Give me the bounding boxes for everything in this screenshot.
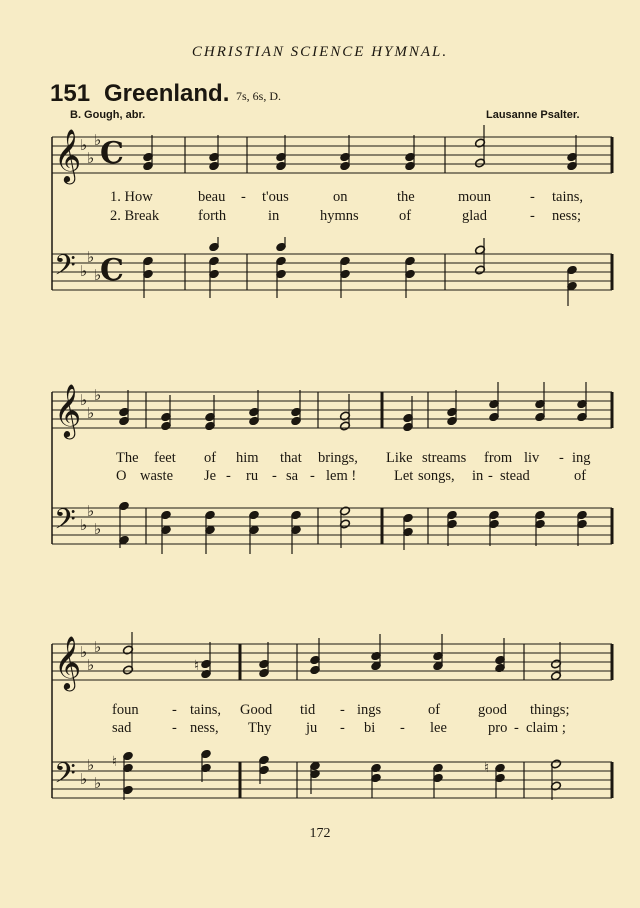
lyric-syllable: lem ! bbox=[326, 468, 357, 484]
bass-clef: 𝄢 bbox=[54, 503, 76, 543]
lyric-syllable: tid bbox=[300, 702, 316, 718]
lyric-syllable: Je bbox=[204, 468, 217, 484]
lyric-syllable: - bbox=[400, 720, 405, 736]
flat-sign: ♭ bbox=[94, 520, 102, 538]
treble-clef: 𝄞 bbox=[54, 383, 82, 437]
bass-clef: 𝄢 bbox=[54, 249, 76, 289]
lyric-syllable: of bbox=[428, 702, 441, 718]
natural-sign: ♮ bbox=[484, 760, 490, 776]
lyric-syllable: claim ; bbox=[526, 720, 566, 736]
lyric-syllable: streams bbox=[422, 450, 467, 466]
lyric-syllable: - bbox=[272, 468, 277, 484]
natural-sign: ♮ bbox=[194, 658, 200, 674]
treble-clef: 𝄞 bbox=[54, 128, 82, 182]
lyric-syllable: - bbox=[241, 189, 246, 205]
lyric-syllable: waste bbox=[140, 468, 174, 484]
flat-sign: ♭ bbox=[94, 774, 102, 792]
lyric-syllable: in bbox=[268, 208, 280, 224]
lyric-syllable: ness, bbox=[190, 720, 219, 736]
lyric-syllable: pro bbox=[488, 720, 508, 736]
lyric-syllable: Let bbox=[394, 468, 414, 484]
lyric-syllable: - bbox=[514, 720, 519, 736]
lyric-syllable: ness; bbox=[552, 208, 581, 224]
flat-sign: ♭ bbox=[80, 770, 88, 788]
lyric-syllable: 2. Break bbox=[110, 208, 160, 224]
lyric-syllable: of bbox=[574, 468, 587, 484]
composer-credit: Lausanne Psalter. bbox=[486, 109, 580, 121]
lyric-syllable: ju bbox=[306, 720, 318, 736]
flat-sign: ♭ bbox=[87, 756, 95, 774]
lyric-syllable: Good bbox=[240, 702, 273, 718]
lyric-syllable: that bbox=[280, 450, 302, 466]
lyric-syllable: t'ous bbox=[262, 189, 289, 205]
lyric-syllable: tains, bbox=[190, 702, 222, 718]
flat-sign: ♭ bbox=[94, 266, 102, 284]
common-time: C bbox=[100, 253, 124, 288]
lyric-syllable: tains, bbox=[552, 189, 584, 205]
hymn-number: 151 bbox=[50, 80, 91, 107]
lyric-syllable: foun bbox=[112, 702, 139, 718]
flat-sign: ♭ bbox=[87, 149, 95, 167]
lyric-syllable: feet bbox=[154, 450, 176, 466]
lyric-syllable: - bbox=[530, 189, 535, 205]
lyric-syllable: - bbox=[226, 468, 231, 484]
lyric-syllable: moun bbox=[458, 189, 492, 205]
flat-sign: ♭ bbox=[94, 638, 102, 656]
lyric-syllable: - bbox=[559, 450, 564, 466]
page-number: 172 bbox=[309, 826, 331, 841]
lyric-syllable: the bbox=[397, 189, 415, 205]
lyric-syllable: sa bbox=[286, 468, 299, 484]
flat-sign: ♭ bbox=[80, 516, 88, 534]
lyric-syllable: - bbox=[310, 468, 315, 484]
bass-clef: 𝄢 bbox=[54, 757, 76, 797]
treble-clef: 𝄞 bbox=[54, 635, 82, 689]
lyric-syllable: bi bbox=[364, 720, 376, 736]
lyric-syllable: Thy bbox=[248, 720, 272, 736]
lyric-syllable: beau bbox=[198, 189, 226, 205]
author-credit: B. Gough, abr. bbox=[70, 109, 146, 121]
lyric-syllable: - bbox=[340, 702, 345, 718]
tune-name: Greenland. bbox=[104, 80, 230, 107]
lyric-syllable: liv bbox=[524, 450, 540, 466]
lyric-syllable: The bbox=[116, 450, 139, 466]
lyric-syllable: songs, bbox=[418, 468, 455, 484]
lyric-syllable: Like bbox=[386, 450, 413, 466]
flat-sign: ♭ bbox=[87, 248, 95, 266]
lyric-syllable: hymns bbox=[320, 208, 359, 224]
meter: 7s, 6s, D. bbox=[236, 89, 282, 103]
lyric-syllable: ru bbox=[246, 468, 259, 484]
lyric-syllable: - bbox=[172, 702, 177, 718]
lyric-syllable: - bbox=[340, 720, 345, 736]
flat-sign: ♭ bbox=[80, 136, 88, 154]
flat-sign: ♭ bbox=[87, 502, 95, 520]
lyric-syllable: from bbox=[484, 450, 513, 466]
flat-sign: ♭ bbox=[94, 131, 102, 149]
lyric-syllable: forth bbox=[198, 208, 227, 224]
lyric-syllable: - bbox=[530, 208, 535, 224]
flat-sign: ♭ bbox=[87, 404, 95, 422]
lyric-syllable: ings bbox=[357, 702, 382, 718]
lyric-syllable: glad bbox=[462, 208, 487, 224]
lyric-syllable: of bbox=[204, 450, 217, 466]
flat-sign: ♭ bbox=[80, 391, 88, 409]
natural-sign: ♮ bbox=[112, 754, 118, 770]
lyric-syllable: ing bbox=[572, 450, 591, 466]
lyric-syllable: good bbox=[478, 702, 507, 718]
lyric-syllable: of bbox=[399, 208, 412, 224]
lyric-syllable: 1. How bbox=[110, 189, 153, 205]
lyric-syllable: O bbox=[116, 468, 127, 484]
lyric-syllable: him bbox=[236, 450, 259, 466]
lyric-syllable: in bbox=[472, 468, 484, 484]
flat-sign: ♭ bbox=[94, 386, 102, 404]
lyric-syllable: stead bbox=[500, 468, 530, 484]
lyric-syllable: brings, bbox=[318, 450, 358, 466]
running-title: CHRISTIAN SCIENCE HYMNAL. bbox=[191, 44, 449, 60]
common-time: C bbox=[100, 136, 124, 171]
flat-sign: ♭ bbox=[80, 262, 88, 280]
flat-sign: ♭ bbox=[87, 656, 95, 674]
flat-sign: ♭ bbox=[80, 643, 88, 661]
lyric-syllable: on bbox=[333, 189, 348, 205]
lyric-syllable: things; bbox=[530, 702, 570, 718]
lyric-syllable: lee bbox=[430, 720, 447, 736]
lyric-syllable: - bbox=[172, 720, 177, 736]
lyric-syllable: sad bbox=[112, 720, 132, 736]
lyric-syllable: - bbox=[488, 468, 493, 484]
